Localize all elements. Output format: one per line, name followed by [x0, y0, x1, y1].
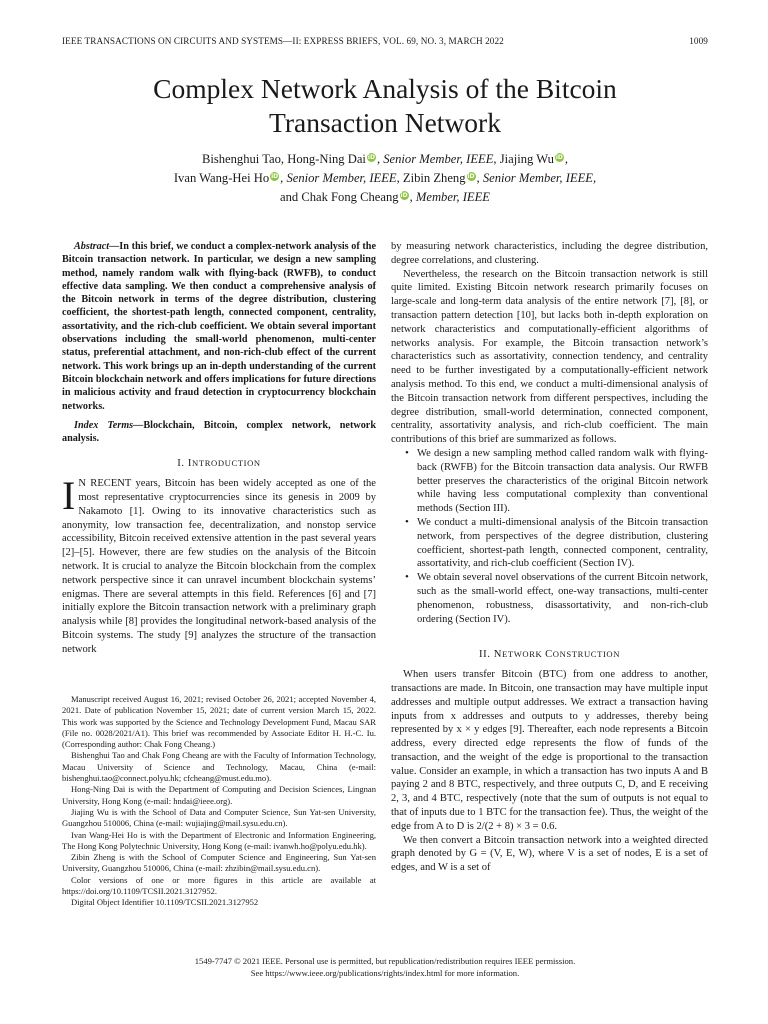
list-item: • We obtain several novel observations of the current Bitcoin network, such as the small-world effect, one-way transactions, multi-center phenomenon, robustness, disassortativity, and non-rich-club ordering (Section IV).	[417, 571, 708, 626]
orcid-icon[interactable]: iD	[400, 192, 408, 199]
section-heading-network-construction: II. NETWORK CONSTRUCTION	[478, 649, 621, 661]
footnote-color-versions: Color versions of one or more figures in this article are available at https://doi.org/10.1109/TCSII.2021.3127952.	[62, 874, 376, 897]
list-item: • We design a new sampling method called random walk with flying-back (RWFB) for the Bitcoin transaction data analysis. Our RWFB better preserves the characteristics of the original Bitcoin network while having less computational complexity than conventional methods (Section III).	[417, 447, 708, 516]
title-line-2: Transaction Network	[269, 107, 501, 138]
orcid-icon[interactable]: iD	[367, 154, 375, 161]
journal-header: IEEE TRANSACTIONS ON CIRCUITS AND SYSTEMS—II: EXPRESS BRIEFS, VOL. 69, NO. 3, MARCH 2022	[62, 36, 504, 46]
intro-paragraph: I N RECENT years, Bitcoin has been widely accepted as one of the most representative cryptocurrencies since its genesis in 2009 by Nakamoto [1]. Owing to its innovative characteristics such as anonymity, low transaction fee, decentralization, and nonstop service accessibility, Bitcoin received extensive attention in the past several years [2]–[5]. However, there are few studies on the analysis of the Bitcoin network. It is crucial to analyze the Bitcoin blockchain from the complex network perspective since it can unravel incumbent blockchain systems’ enigmas. There are several attempts in this field. References [6] and [7] initially explore the Bitcoin transaction network with a preliminary graph analysis while [8] provides the longitudinal network-based analysis of the Bitcoin systems. The study [9] analyzes the structure of the transaction network	[62, 473, 376, 655]
footnote-affiliation: Jiajing Wu is with the School of Data and Computer Science, Sun Yat-sen University, Guangzhou 510006, China (e-mail: wujiajing@mail.sysu.edu.cn).	[62, 806, 376, 829]
section-heading-introduction: I. INTRODUCTION	[177, 458, 261, 470]
footnote-affiliation: Ivan Wang-Hei Ho is with the Department of Electronic and Information Engineering, The Hong Kong Polytechnic University, Hong Kong (e-mail: ivanwh.ho@polyu.edu.hk).	[62, 829, 376, 851]
paragraph: Nevertheless, the research on the Bitcoin transaction network is still quite limited. Existing Bitcoin network research primarily focuses on large-scale and long-term data analysis of the entire network [7], [8], or transaction pattern detection [10], but lacks both in-depth exploration on network characteristics and computationally-efficient algorithms of networks analysis. For example, the Bitcoin transaction network’s characteristics such as assortativity, connection tendency, and centrality need to be further investigated by a computationally-efficient network analysis method. To this end, we conduct a multi-dimensional analysis of the Bitcoin transaction network from different perspectives, including the degree distribution, small-world determination, connected component, centrality, assortativity analysis, and rich-club coefficient. The main contributions of this brief are summarized as follows.	[391, 268, 708, 446]
author-list	[60, 150, 710, 207]
right-column	[391, 240, 708, 875]
abstract: Abstract—In this brief, we conduct a complex-network analysis of the Bitcoin transaction network. In particular, we design a new sampling method, namely random walk with flying-back (RWFB), to conduct effective data sampling. We then conduct a comprehensive analysis of the Bitcoin network in terms of the degree distribution, clustering coefficient, the shortest-path length, connected component, centrality, assortativity, and the rich-club coefficient. We obtain several important observations including the small-world phenomenon, multi-center status, preferential attachment, and non-rich-club effect of the current network. This work brings up an in-depth understanding of the current Bitcoin blockchain network and offers implications for future directions in malicious activity and fraud detection in cryptocurrency blockchain networks.	[62, 241, 376, 412]
paper-title	[60, 72, 710, 140]
footnote-doi: Digital Object Identifier 10.1109/TCSII.2021.3127952	[71, 897, 259, 908]
orcid-icon[interactable]: iD	[271, 173, 279, 180]
page-number: 1009	[689, 36, 708, 46]
footnote-affiliation: Zibin Zheng is with the School of Computer Science and Engineering, Sun Yat-sen University, Guangzhou 510006, China (e-mail: zhzibin@mail.sysu.edu.cn).	[62, 852, 376, 874]
orcid-icon[interactable]: iD	[467, 173, 475, 180]
copyright-footer	[62, 956, 708, 979]
footnote-affiliation: Bishenghui Tao and Chak Fong Cheang are with the Faculty of Information Technology, Macau University of Science and Technology, Macau, China (e-mail: bishenghui.tao@connect.polyu.hk; cfcheang@must.edu.mo).	[62, 750, 376, 784]
copyright-line: 1549-7747 © 2021 IEEE. Personal use is permitted, but republication/redistribution requires IEEE permission.	[194, 956, 576, 966]
author-line-3: and Chak Fong Cheang iD , Member, IEEE	[279, 190, 490, 204]
footnotes	[62, 694, 376, 909]
index-terms: Index Terms—Blockchain, Bitcoin, complex network, network analysis.	[62, 419, 376, 445]
footnote-manuscript: Manuscript received August 16, 2021; revised October 26, 2021; accepted November 4, 2021. Date of publication November 15, 2021; date of current version March 15, 2022. This work was supported by the Science and Technology Development Fund, Macau SAR (File no. 0028/2021/A1). This brief was recommended by Associate Editor H. H.-C. Iu. (Corresponding author: Chak Fong Cheang.)	[62, 694, 376, 750]
rights-link[interactable]: See https://www.ieee.org/publications/rights/index.html for more information.	[250, 967, 520, 978]
paragraph: We then convert a Bitcoin transaction network into a weighted directed graph denoted by G = (V, E, W), where V is a set of nodes, E is a set of edges, and W is a set of	[391, 834, 708, 874]
author-line-2: Ivan Wang-Hei Ho iD , Senior Member, IEEE, Zibin Zheng iD , Senior Member, IEEE,	[173, 171, 597, 185]
drop-cap: I	[62, 473, 76, 519]
contributions-list	[391, 447, 708, 626]
paragraph: When users transfer Bitcoin (BTC) from one address to another, transactions are made. In Bitcoin, one transaction may have multiple input addresses and multiple output addresses. We extract a transaction having inputs from x addresses and outputs to y addresses, thereby being represented by x × y edges [9]. Thereafter, each node represents a Bitcoin address, every directed edge represents the flow of funds of the transaction, and the weight of the edge is proportional to the transaction value. Consider an example, in which a transaction has two inputs A and B paying 2 and 8 BTC, respectively, and three outputs C, D, and E receiving 2, 3, and 4 BTC, respectively (note that the sum of outputs is not equal to that of inputs due to 1 BTC for the transaction fee). Thus, the weight of the edge from A to D is 2/(2 + 8) × 3 = 0.6.	[391, 669, 708, 832]
orcid-icon[interactable]: iD	[555, 154, 563, 161]
paragraph: by measuring network characteristics, including the degree distribution, degree correlations, and clustering.	[391, 241, 708, 266]
running-head	[62, 36, 708, 46]
author-line-1: Bishenghui Tao, Hong-Ning Dai iD , Senior Member, IEEE, Jiajing Wu iD ,	[201, 152, 569, 166]
footnote-affiliation: Hong-Ning Dai is with the Department of Computing and Decision Sciences, Lingnan University, Hong Kong (e-mail: hndai@ieee.org).	[62, 784, 376, 806]
list-item: • We conduct a multi-dimensional analysis of the Bitcoin transaction network, from perspectives of the degree distribution, clustering coefficient, shortest-path length, connected component, centrality, assortativity, and rich-club coefficient (Section IV).	[417, 516, 708, 571]
title-line-1: Complex Network Analysis of the Bitcoin	[153, 73, 617, 104]
left-column	[62, 240, 376, 657]
